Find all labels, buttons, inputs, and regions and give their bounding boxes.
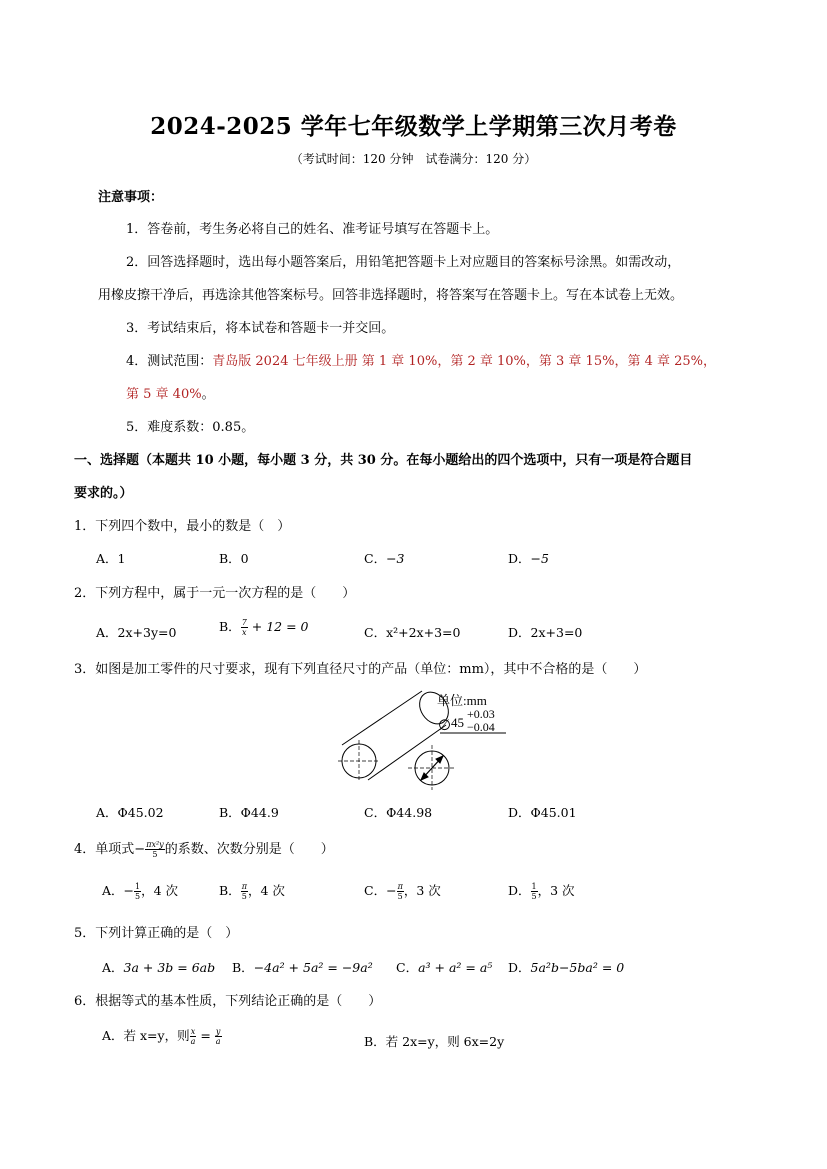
question-4-option-c: C．− $\frac{\pi}{5}$ ，3 次 — [364, 882, 441, 901]
exam-info: （考试时间：120 分钟 试卷满分：120 分） — [290, 152, 537, 166]
question-5-option-a: A．3a + 3b = 6ab — [102, 960, 216, 975]
upper-tolerance: +0.03 — [467, 707, 495, 721]
question-4-option-b: B． $\frac{\pi}{5}$ ，4 次 — [219, 882, 285, 901]
notice-item-3: 3．考试结束后，将本试卷和答题卡一并交回。 — [126, 321, 395, 336]
question-6-option-b: B．若 2x=y，则 6x=2y — [364, 1034, 505, 1049]
question-3-option-b: B．Φ44.9 — [219, 805, 279, 820]
notice-heading: 注意事项： — [98, 190, 164, 205]
question-2-option-c: C．x²+2x+3=0 — [364, 625, 461, 640]
diameter-symbol: ∅ — [438, 716, 452, 734]
nominal-diameter: 45 — [451, 715, 464, 730]
part-dimension-figure — [330, 685, 530, 790]
question-3-option-c: C．Φ44.98 — [364, 805, 433, 820]
question-2-option-a: A．2x+3y=0 — [96, 625, 177, 640]
notice-item-2a: 2．回答选择题时，选出每小题答案后，用铅笔把答题卡上对应题目的答案标号涂黑。如需改动， — [126, 255, 681, 270]
question-4-option-d: D． $\frac{1}{5}$ ，3 次 — [508, 882, 575, 901]
question-1-option-b: B．0 — [219, 551, 249, 566]
question-1-option-c: C．−3 — [364, 551, 405, 566]
question-3-option-d: D．Φ45.01 — [508, 805, 577, 820]
question-3-stem: 3．如图是加工零件的尺寸要求，现有下列直径尺寸的产品（单位：mm），其中不合格的是（ ） — [74, 662, 647, 677]
question-6-stem: 6．根据等式的基本性质，下列结论正确的是（ ） — [74, 994, 382, 1009]
question-6-option-a: A．若 x=y，则 $\frac{x}{a}$ = $\frac{y}{a}$ — [102, 1027, 221, 1046]
question-5-option-b: B．−4a² + 5a² = −9a² — [232, 960, 373, 975]
question-4-option-a: A．− $\frac{1}{5}$ ，4 次 — [102, 882, 179, 901]
question-1-option-d: D．−5 — [508, 551, 549, 566]
question-4-stem: 4．单项式− $\frac{\text{πx²y}}{5}$ 的系数、次数分别是（ ） — [74, 840, 334, 859]
question-5-stem: 5．下列计算正确的是（ ） — [74, 926, 239, 941]
notice-item-4 — [126, 350, 716, 369]
question-3-option-a: A．Φ45.02 — [96, 805, 164, 820]
cross-section-drawing — [408, 745, 456, 790]
notice-item-5: 5．难度系数：0.85。 — [126, 420, 255, 435]
question-1-stem: 1．下列四个数中，最小的数是（ ） — [74, 519, 291, 534]
question-2-option-d: D．2x+3=0 — [508, 625, 583, 640]
section-heading: 一、选择题（本题共 10 小题，每小题 3 分，共 30 分。在每小题给出的四个选项中，只有一项是符合题目 — [74, 453, 693, 468]
page-title: 2024-2025 学年七年级数学上学期第三次月考卷 — [150, 113, 677, 140]
question-2-option-b: B． $\frac{7}{x}$ + 12 = 0 — [219, 618, 309, 637]
notice-item-4-prefix: 4．测试范围： — [126, 354, 213, 369]
question-2-stem: 2．下列方程中，属于一元一次方程的是（ ） — [74, 586, 356, 601]
question-5-option-c: C．a³ + a² = a⁵ — [396, 960, 493, 975]
unit-label: 单位:mm — [437, 693, 487, 708]
notice-item-1: 1．答卷前，考生务必将自己的姓名、准考证号填写在答题卡上。 — [126, 222, 499, 237]
lower-tolerance: −0.04 — [467, 720, 495, 734]
question-1-option-a: A．1 — [96, 551, 126, 566]
test-scope-cont: 第 5 章 40% — [126, 387, 202, 402]
question-5-option-d: D．5a²b−5ba² = 0 — [508, 960, 625, 975]
notice-item-4-end: 。 — [201, 387, 215, 402]
notice-item-4-cont — [126, 383, 215, 402]
section-heading-cont: 要求的。） — [74, 486, 133, 501]
test-scope: 青岛版 2024 七年级上册 第 1 章 10%，第 2 章 10%，第 3 章 15%，第 4 章 25%， — [212, 354, 717, 369]
notice-item-2b: 用橡皮擦干净后，再选涂其他答案标号。回答非选择题时，将答案写在答题卡上。写在本试卷上无效。 — [98, 288, 684, 303]
